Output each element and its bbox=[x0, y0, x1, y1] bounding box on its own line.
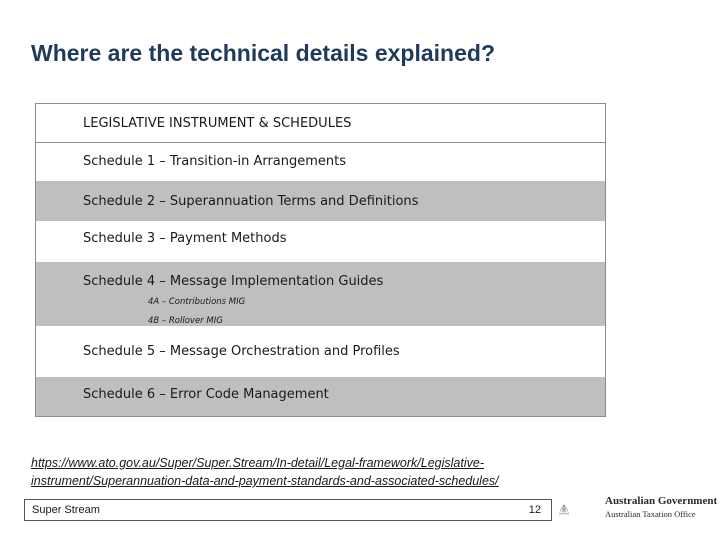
legislation-link[interactable] bbox=[31, 454, 499, 490]
page-number: 12 bbox=[528, 504, 541, 516]
table-row bbox=[36, 221, 605, 262]
table-row-header bbox=[36, 104, 605, 142]
slide-title: Where are the technical details explained? bbox=[31, 40, 495, 66]
table-row bbox=[36, 377, 605, 416]
table-row bbox=[36, 181, 605, 221]
link-line-2[interactable]: instrument/Superannuation-data-and-payment-standards-and-associated-schedules/ bbox=[31, 474, 499, 488]
footer-bar bbox=[24, 499, 552, 521]
table-subitem: 4A – Contributions MIG bbox=[148, 297, 246, 307]
agency-logo-text bbox=[605, 494, 717, 520]
table-row-label: Schedule 3 – Payment Methods bbox=[83, 231, 287, 246]
table-row-label: Schedule 4 – Message Implementation Guides bbox=[83, 274, 384, 289]
footer-label: Super Stream bbox=[32, 504, 100, 516]
table-row bbox=[36, 262, 605, 326]
table-row bbox=[36, 326, 605, 377]
table-subitem: 4B – Rollover MIG bbox=[148, 316, 223, 326]
logo-line-2: Australian Taxation Office bbox=[605, 509, 696, 519]
table-row-label: Schedule 6 – Error Code Management bbox=[83, 387, 329, 402]
table-row-label: Schedule 5 – Message Orchestration and Profiles bbox=[83, 344, 400, 359]
table-row bbox=[36, 143, 605, 181]
coat-of-arms-icon bbox=[558, 490, 604, 530]
table-row-label: Schedule 1 – Transition-in Arrangements bbox=[83, 154, 347, 169]
logo-line-1: Australian Government bbox=[605, 495, 718, 507]
table-row-label: LEGISLATIVE INSTRUMENT & SCHEDULES bbox=[83, 116, 352, 131]
schedules-table bbox=[35, 103, 606, 417]
table-row-label: Schedule 2 – Superannuation Terms and Definitions bbox=[83, 194, 419, 209]
link-line-1[interactable]: https://www.ato.gov.au/Super/Super.Stream/In-detail/Legal-framework/Legislative- bbox=[31, 456, 484, 470]
